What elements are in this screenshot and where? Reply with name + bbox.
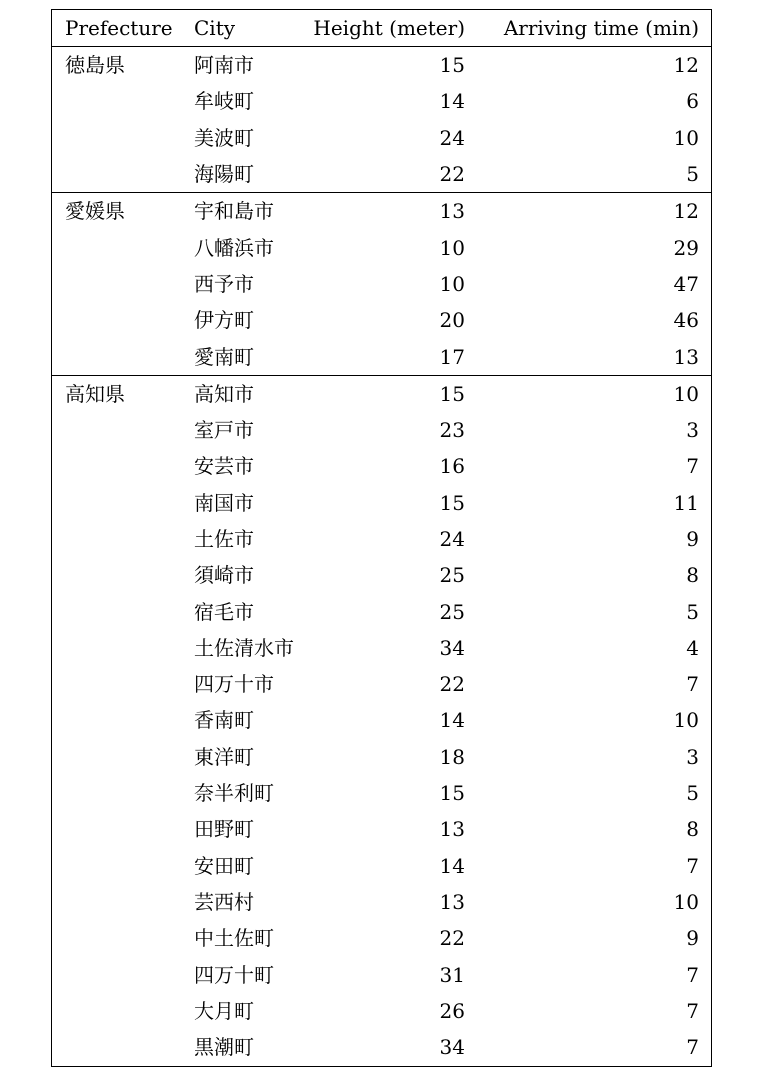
- height-cell: 14: [439, 708, 465, 733]
- arriving-time-cell: 12: [673, 199, 699, 224]
- city-cell: 香南町: [194, 708, 254, 733]
- prefecture-cell: [52, 593, 181, 629]
- height-cell: 13: [439, 817, 465, 842]
- prefecture-cell: [52, 993, 181, 1029]
- arriving-time-cell: 46: [673, 308, 699, 333]
- prefecture-cell: [52, 229, 181, 265]
- prefecture-cell: [52, 448, 181, 484]
- prefecture-cell: [52, 775, 181, 811]
- prefecture-cell: [52, 1029, 181, 1065]
- city-cell: 宇和島市: [194, 199, 274, 224]
- prefecture-cell: [52, 302, 181, 338]
- height-cell: 22: [439, 672, 465, 697]
- prefecture-cell: 徳島県: [65, 53, 125, 78]
- tsunami-table: [52, 10, 711, 1065]
- prefecture-cell: [52, 702, 181, 738]
- height-cell: 23: [439, 418, 465, 443]
- table-row: [52, 739, 711, 775]
- table-row: [52, 630, 711, 666]
- height-cell: 24: [439, 527, 465, 551]
- table-row: [52, 375, 711, 412]
- table-row: [52, 448, 711, 484]
- arriving-time-cell: 7: [686, 998, 699, 1023]
- tsunami-table-frame: [51, 9, 712, 1067]
- city-cell: 阿南市: [194, 53, 254, 78]
- table-row: [52, 47, 711, 84]
- city-cell: 四万十町: [194, 962, 274, 987]
- prefecture-cell: [52, 956, 181, 992]
- table-row: [52, 193, 711, 230]
- prefecture-cell: [52, 83, 181, 119]
- height-cell: 16: [439, 454, 465, 479]
- prefecture-cell: [52, 521, 181, 557]
- arriving-time-cell: 9: [686, 926, 699, 951]
- height-cell: 34: [439, 635, 465, 660]
- table-row: [52, 83, 711, 119]
- arriving-time-cell: 5: [686, 162, 699, 187]
- height-cell: 15: [439, 381, 465, 406]
- table-row: [52, 521, 711, 557]
- city-cell: 八幡浜市: [194, 235, 274, 260]
- table-header: [52, 10, 711, 47]
- header-row: [52, 10, 711, 47]
- prefecture-cell: 高知県: [65, 381, 125, 406]
- arriving-time-cell: 7: [686, 1035, 699, 1060]
- height-cell: 10: [439, 271, 465, 296]
- arriving-time-cell: 7: [686, 853, 699, 878]
- city-cell: 高知市: [194, 381, 254, 406]
- table-row: [52, 884, 711, 920]
- arriving-time-cell: 12: [673, 53, 699, 78]
- arriving-time-cell: 7: [686, 454, 699, 479]
- height-cell: 22: [439, 926, 465, 951]
- arriving-time-cell: 10: [673, 381, 699, 406]
- arriving-time-cell: 3: [686, 744, 699, 769]
- height-cell: 17: [439, 344, 465, 369]
- prefecture-cell: [52, 266, 181, 302]
- city-cell: 宿毛市: [194, 599, 254, 624]
- table-row: [52, 229, 711, 265]
- height-cell: 34: [439, 1035, 465, 1060]
- prefecture-cell: [52, 557, 181, 593]
- height-cell: 13: [439, 889, 465, 914]
- arriving-time-cell: 5: [686, 599, 699, 624]
- prefecture-cell: [52, 848, 181, 884]
- height-cell: 31: [439, 962, 465, 987]
- city-cell: 安田町: [194, 853, 254, 878]
- table-row: [52, 666, 711, 702]
- prefecture-cell: [52, 884, 181, 920]
- city-cell: 愛南町: [194, 344, 254, 369]
- city-cell: 安芸市: [194, 454, 254, 479]
- height-cell: 15: [439, 781, 465, 806]
- prefecture-cell: [52, 156, 181, 193]
- height-cell: 14: [439, 853, 465, 878]
- city-cell: 土佐清水市: [194, 635, 294, 660]
- prefecture-cell: [52, 412, 181, 448]
- city-cell: 中土佐町: [194, 926, 274, 951]
- city-cell: 土佐市: [194, 527, 254, 551]
- table-row: [52, 993, 711, 1029]
- table-row: [52, 266, 711, 302]
- prefecture-cell: [52, 666, 181, 702]
- height-cell: 15: [439, 490, 465, 515]
- table-row: [52, 338, 711, 375]
- table-row: [52, 702, 711, 738]
- table-row: [52, 557, 711, 593]
- table-row: [52, 775, 711, 811]
- city-cell: 美波町: [194, 125, 254, 150]
- prefecture-cell: [52, 485, 181, 521]
- city-cell: 西予市: [194, 271, 254, 296]
- city-cell: 伊方町: [194, 308, 254, 333]
- arriving-time-cell: 13: [673, 344, 699, 369]
- city-cell: 芸西村: [194, 889, 254, 914]
- prefecture-cell: [52, 739, 181, 775]
- arriving-time-cell: 5: [686, 781, 699, 806]
- header-city: City: [194, 16, 236, 40]
- arriving-time-cell: 10: [673, 889, 699, 914]
- city-cell: 海陽町: [194, 162, 254, 187]
- table-row: [52, 811, 711, 847]
- prefecture-cell: [52, 120, 181, 156]
- table-row: [52, 120, 711, 156]
- city-cell: 黒潮町: [194, 1035, 254, 1060]
- arriving-time-cell: 8: [686, 817, 699, 842]
- table-row: [52, 156, 711, 193]
- height-cell: 22: [439, 162, 465, 187]
- city-cell: 牟岐町: [194, 89, 254, 114]
- prefecture-cell: [52, 630, 181, 666]
- table-row: [52, 593, 711, 629]
- city-cell: 東洋町: [194, 744, 254, 769]
- height-cell: 24: [439, 125, 465, 150]
- arriving-time-cell: 10: [673, 125, 699, 150]
- table-row: [52, 485, 711, 521]
- prefecture-group: [52, 193, 711, 375]
- table-row: [52, 848, 711, 884]
- height-cell: 25: [439, 563, 465, 588]
- table-row: [52, 920, 711, 956]
- table-row: [52, 412, 711, 448]
- height-cell: 14: [439, 89, 465, 114]
- prefecture-group: [52, 375, 711, 1065]
- arriving-time-cell: 7: [686, 672, 699, 697]
- city-cell: 大月町: [194, 998, 254, 1023]
- arriving-time-cell: 10: [673, 708, 699, 733]
- city-cell: 四万十市: [194, 672, 274, 697]
- height-cell: 18: [439, 744, 465, 769]
- header-height: Height (meter): [313, 16, 465, 40]
- arriving-time-cell: 4: [686, 635, 699, 660]
- table-row: [52, 1029, 711, 1065]
- city-cell: 田野町: [194, 817, 254, 842]
- arriving-time-cell: 3: [686, 418, 699, 443]
- table-row: [52, 302, 711, 338]
- prefecture-cell: [52, 338, 181, 375]
- arriving-time-cell: 7: [686, 962, 699, 987]
- header-arriving-time: Arriving time (min): [503, 16, 699, 40]
- prefecture-cell: 愛媛県: [65, 199, 125, 224]
- height-cell: 25: [439, 599, 465, 624]
- height-cell: 10: [439, 235, 465, 260]
- prefecture-cell: [52, 920, 181, 956]
- header-prefecture: Prefecture: [65, 16, 173, 40]
- height-cell: 13: [439, 199, 465, 224]
- arriving-time-cell: 6: [686, 89, 699, 114]
- arriving-time-cell: 11: [673, 490, 699, 515]
- height-cell: 20: [439, 308, 465, 333]
- height-cell: 26: [439, 998, 465, 1023]
- city-cell: 須崎市: [194, 563, 254, 588]
- city-cell: 南国市: [194, 490, 254, 515]
- table-row: [52, 956, 711, 992]
- prefecture-group: [52, 47, 711, 193]
- city-cell: 室戸市: [194, 418, 254, 443]
- height-cell: 15: [439, 53, 465, 78]
- arriving-time-cell: 29: [673, 235, 699, 260]
- arriving-time-cell: 8: [686, 563, 699, 588]
- arriving-time-cell: 47: [673, 271, 699, 296]
- city-cell: 奈半利町: [194, 781, 274, 806]
- prefecture-cell: [52, 811, 181, 847]
- arriving-time-cell: 9: [686, 527, 699, 551]
